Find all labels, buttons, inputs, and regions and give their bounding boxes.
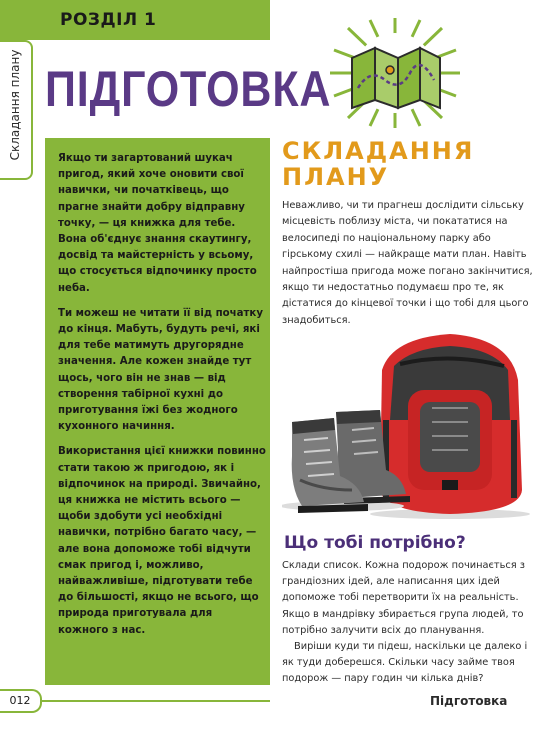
planning-intro: Неважливо, чи ти прагнеш дослідити сільську місцевість поблизу міста, чи покататися на велосипеді по національному парку або гірському схилі — найкраще мати план. Навіть найпростіша пригода може погано закінчитися, якщо ти недостатньо подумаєш про те, як дістатися до кінцевої точки і що тобі для цього знадобиться. — [282, 200, 533, 326]
section-label: РОЗДІЛ 1 — [60, 10, 157, 30]
page-number: 012 — [0, 689, 42, 713]
needs-paragraph: Виріши куди ти підеш, наскільки це далеко і як туди доберешся. Скільки часу займе твоя подорож — пару годин чи кілька днів? — [282, 641, 528, 685]
needs-body — [282, 558, 534, 688]
needs-paragraph: Склади список. Кожна подорож починається з грандіозних ідей, але написання цих ідей допоможе тобі перетворити їх на реальність. Якщо в мандрівку збирається група людей, то потрібно залучити всіх до планування. — [282, 560, 526, 636]
map-icon — [330, 18, 460, 128]
intro-paragraph: Ти можеш не читати її від початку до кінця. Мабуть, будуть речі, які для тебе матимуть другорядне значення. Але кожен знайде тут щось, чого він не знав — від створення табірної кухні до приготування їжі без жодного кухонного начиння. — [58, 307, 263, 433]
side-tab-label: Складання плану — [8, 49, 22, 161]
page-title: ПІДГОТОВКА — [45, 61, 332, 117]
intro-paragraph: Якщо ти загартований шукач пригод, який хоче оновити свої навички, чи початківець, що прагне знайти добру відправну точку, — ця книжка для тебе. Вона об'єднує знання скаутингу, досвід та майстерність у всьому, що стосується відпочинку просто неба. — [58, 153, 257, 294]
boots-backpack-illustration — [282, 330, 544, 520]
planning-heading — [282, 138, 542, 190]
intro-box — [45, 138, 270, 685]
footer-title: Підготовка — [430, 694, 508, 708]
planning-heading-line1: СКЛАДАННЯ — [282, 137, 475, 165]
planning-heading-line2: ПЛАНУ — [282, 163, 390, 191]
needs-heading: Що тобі потрібно? — [284, 533, 466, 553]
intro-paragraph: Використання цієї книжки повинно стати такою ж пригодою, як і відпочинок на природі. Звичайно, ця книжка не містить всього — щоби здобути усі необхідні навички, потрібно багато часу, — але вона допоможе тобі відчути смак пригод і, можливо, найважливіше, підготувати тебе до більшості, якщо не всього, що природа приготувала для кожного з нас. — [58, 446, 266, 636]
